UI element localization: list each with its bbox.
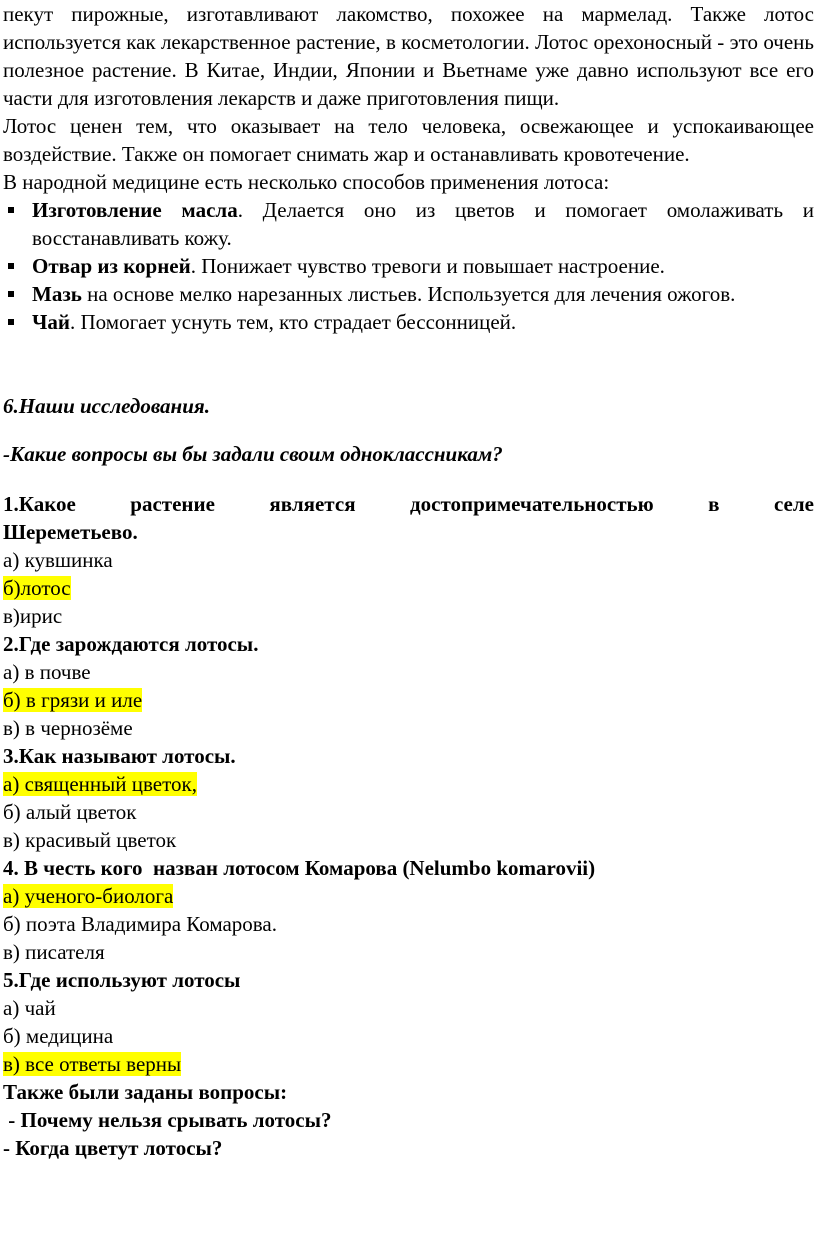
answer-option-correct: а) священный цветок,	[3, 772, 197, 796]
intro-paragraph-3: В народной медицине есть несколько способов применения лотоса:	[3, 170, 610, 194]
extra-questions-title: Также были заданы вопросы:	[3, 1080, 288, 1104]
answer-option: а) в почве	[3, 660, 91, 684]
answer-option: а) кувшинка	[3, 548, 113, 572]
use-term: Отвар из корней	[32, 254, 191, 278]
intro-paragraph-1: пекут пирожные, изготавливают лакомство, похожее на мармелад. Также лотос используется как лекарственное растение, в косметологии. Лотос орехоносный - это очень полезное растение. В Китае, Индии, Японии и Вьетнаме уже давно используют все его части для изготовления лекарств и даже приготовления пищи.	[3, 2, 814, 110]
use-description: . Делается оно из цветов и помогает омолаживать и восстанавливать кожу.	[32, 198, 814, 250]
answer-option-correct: в) все ответы верны	[3, 1052, 182, 1076]
answer-option: в)ирис	[3, 604, 63, 628]
question-2-title: 2.Где зарождаются лотосы.	[3, 632, 259, 656]
question-5-title: 5.Где используют лотосы	[3, 968, 241, 992]
use-description: . Понижает чувство тревоги и повышает настроение.	[190, 254, 665, 278]
list-item	[3, 196, 814, 252]
question-4-title: 4. В честь кого назван лотосом Комарова (Nelumbo komarovii)	[3, 856, 596, 880]
use-term: Мазь	[32, 282, 82, 306]
list-item	[3, 252, 814, 280]
list-item	[3, 280, 814, 308]
answer-option: в) красивый цветок	[3, 828, 177, 852]
use-description: на основе мелко нарезанных листьев. Используется для лечения ожогов.	[81, 282, 736, 306]
use-description: . Помогает уснуть тем, кто страдает бессонницей.	[70, 310, 517, 334]
section-subheading: -Какие вопросы вы бы задали своим одноклассникам?	[3, 442, 503, 466]
extra-question-item: - Когда цветут лотосы?	[3, 1136, 223, 1160]
section-heading: 6.Наши исследования.	[3, 394, 210, 418]
extra-question-item: - Почему нельзя срывать лотосы?	[3, 1108, 332, 1132]
list-item	[3, 308, 814, 336]
answer-option: б) медицина	[3, 1024, 114, 1048]
answer-option-correct: б) в грязи и иле	[3, 688, 143, 712]
uses-list	[3, 196, 814, 336]
answer-option: б) алый цветок	[3, 800, 137, 824]
answer-option: в) писателя	[3, 940, 105, 964]
answer-option: а) чай	[3, 996, 56, 1020]
intro-paragraph-2: Лотос ценен тем, что оказывает на тело человека, освежающее и успокаивающее воздействие. Также он помогает снимать жар и останавливать кровотечение.	[3, 114, 814, 166]
answer-option: б) поэта Владимира Комарова.	[3, 912, 278, 936]
use-term: Изготовление масла	[32, 198, 238, 222]
answer-option-correct: б)лотос	[3, 576, 71, 600]
question-1-title: 1.Какое растение является достопримечательностью в селе	[3, 492, 814, 516]
answer-option-correct: а) ученого-биолога	[3, 884, 174, 908]
answer-option: в) в чернозёме	[3, 716, 133, 740]
question-1-title-continued: Шереметьево.	[3, 520, 138, 544]
question-3-title: 3.Как называют лотосы.	[3, 744, 236, 768]
use-term: Чай	[32, 310, 71, 334]
